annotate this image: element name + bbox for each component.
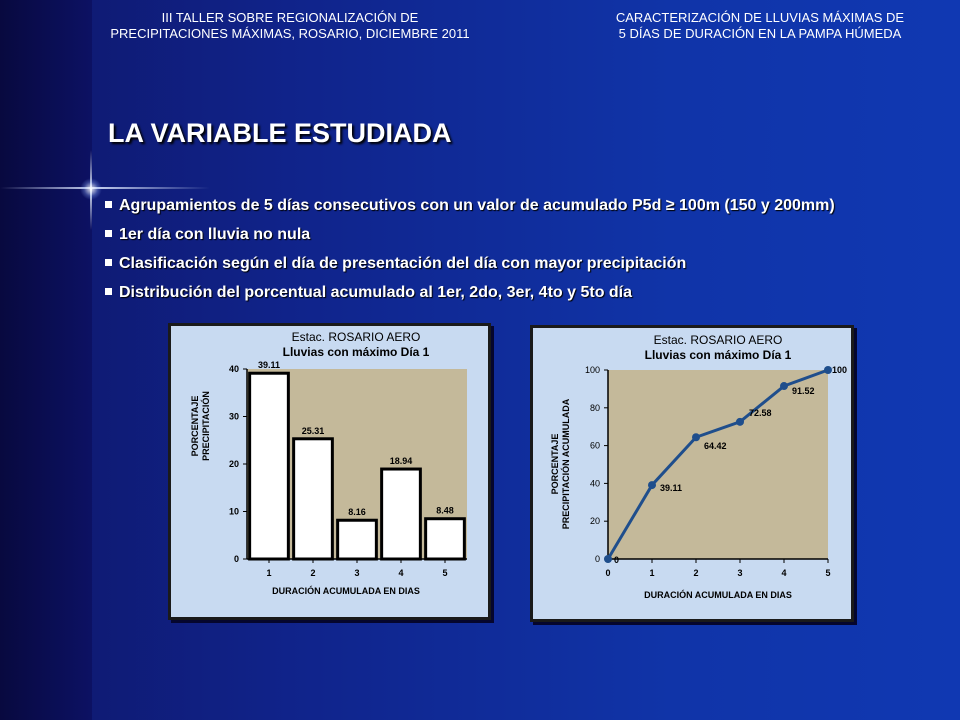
bar — [338, 520, 377, 559]
y-tick-label: 100 — [584, 365, 600, 375]
bullet-text: 1er día con lluvia no nula — [119, 226, 311, 243]
bullet-item — [105, 283, 960, 303]
data-point — [736, 418, 744, 426]
square-bullet-icon — [105, 288, 112, 295]
data-point — [648, 481, 656, 489]
bullet-item — [105, 196, 960, 216]
data-value-label: 39.11 — [660, 483, 683, 494]
header-conference-line2: PRECIPITACIONES MÁXIMAS, ROSARIO, DICIEMBRE 2011 — [110, 26, 470, 41]
x-tick-label: 5 — [442, 568, 448, 578]
left-band — [0, 0, 92, 720]
x-tick-label: 2 — [693, 568, 699, 578]
data-point — [604, 555, 612, 563]
data-point — [780, 382, 788, 390]
y-tick-label: 30 — [228, 411, 239, 422]
decorative-flare-glow — [80, 178, 102, 200]
data-value-label: 91.52 — [792, 386, 815, 397]
data-value-label: 100 — [832, 365, 848, 375]
chart-subtitle: Lluvias con máximo Día 1 — [644, 348, 792, 362]
bar-chart-panel — [168, 323, 491, 620]
y-tick-label: 40 — [228, 364, 239, 374]
y-tick-label: 60 — [589, 440, 600, 451]
bar-value-label: 8.16 — [348, 507, 366, 518]
data-point — [692, 433, 700, 441]
decorative-flare-horizontal — [0, 187, 210, 189]
bullet-item — [105, 225, 960, 245]
x-tick-label: 0 — [605, 568, 611, 578]
y-tick-label: 0 — [594, 554, 600, 564]
y-axis-label-line2: PRECIPITACIÓN ACUMULADA — [561, 398, 571, 530]
y-axis-label-line2: PRECIPITACIÓN — [201, 391, 211, 461]
x-tick-label: 1 — [649, 568, 655, 578]
square-bullet-icon — [105, 259, 112, 266]
chart-title: Estac. ROSARIO AERO — [653, 333, 783, 347]
y-tick-label: 20 — [589, 516, 600, 527]
x-tick-label: 5 — [825, 568, 831, 578]
square-bullet-icon — [105, 230, 112, 237]
bar-value-label: 39.11 — [257, 360, 281, 371]
y-tick-label: 10 — [228, 506, 239, 517]
plot-area — [608, 370, 828, 559]
bullet-list — [105, 196, 960, 312]
bullet-text: Agrupamientos de 5 días consecutivos con un valor de acumulado P5d ≥ 100m (150 y 200mm) — [119, 197, 835, 214]
x-axis-label: DURACIÓN ACUMULADA EN DIAS — [272, 586, 420, 596]
bar-value-label: 18.94 — [389, 456, 413, 467]
x-tick-label: 3 — [354, 568, 360, 578]
bullet-text: Clasificación según el día de presentación del día con mayor precipitación — [119, 255, 687, 272]
x-tick-label: 1 — [266, 568, 272, 578]
square-bullet-icon — [105, 201, 112, 208]
line-chart-panel — [530, 325, 854, 622]
bar — [382, 469, 421, 559]
chart-subtitle: Lluvias con máximo Día 1 — [282, 345, 430, 359]
header-conference-line1: III TALLER SOBRE REGIONALIZACIÓN DE — [161, 10, 419, 25]
data-point — [824, 366, 832, 374]
chart-title: Estac. ROSARIO AERO — [291, 330, 421, 344]
y-axis-label-line1: PORCENTAJE — [190, 395, 200, 457]
data-value-label: 0 — [614, 555, 620, 565]
y-axis-label-line1: PORCENTAJE — [550, 433, 560, 495]
header-topic — [560, 10, 960, 42]
data-value-label: 64.42 — [704, 441, 727, 452]
y-tick-label: 80 — [589, 402, 600, 413]
data-value-label: 72.58 — [749, 407, 772, 418]
x-axis-label: DURACIÓN ACUMULADA EN DIAS — [644, 590, 792, 600]
x-tick-label: 2 — [310, 568, 316, 578]
line-chart — [533, 328, 851, 619]
y-tick-label: 20 — [228, 459, 239, 469]
header-topic-line2: 5 DÍAS DE DURACIÓN EN LA PAMPA HÚMEDA — [618, 26, 902, 41]
slide-title: LA VARIABLE ESTUDIADA — [108, 118, 452, 148]
x-tick-label: 4 — [398, 568, 404, 578]
bar — [294, 439, 333, 559]
y-tick-label: 0 — [233, 554, 239, 564]
bullet-text: Distribución del porcentual acumulado al 1er, 2do, 3er, 4to y 5to día — [119, 284, 633, 301]
header-topic-line1: CARACTERIZACIÓN DE LLUVIAS MÁXIMAS DE — [615, 10, 905, 25]
bar-chart — [171, 326, 488, 617]
bullet-item — [105, 254, 960, 274]
x-tick-label: 3 — [737, 568, 743, 578]
bar-value-label: 25.31 — [301, 425, 325, 436]
y-tick-label: 40 — [589, 478, 600, 489]
x-tick-label: 4 — [781, 568, 787, 578]
header-conference — [100, 10, 480, 42]
bar-value-label: 8.48 — [436, 505, 454, 516]
bar — [426, 519, 465, 559]
bar — [250, 373, 289, 559]
